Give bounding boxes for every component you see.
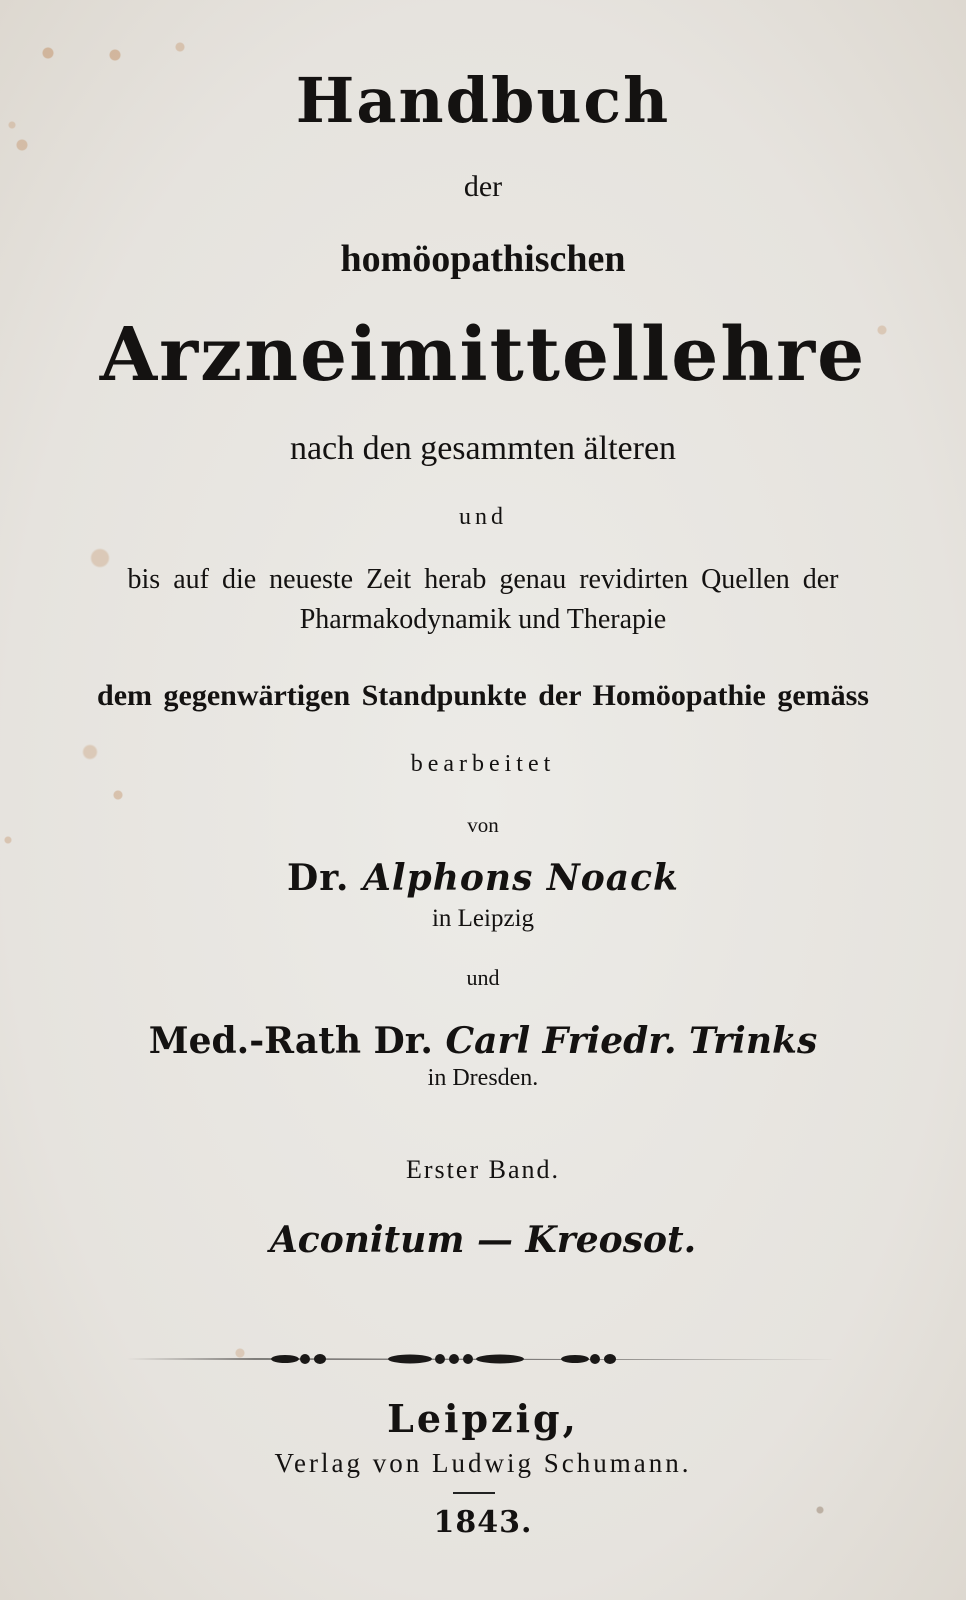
- ornamental-rule-icon: [110, 1352, 840, 1366]
- title-connector: der: [463, 170, 503, 203]
- author-2: [0, 1020, 966, 1062]
- imprint-year: 1843.: [433, 1505, 533, 1540]
- main-title: Arzneimittellehre: [99, 312, 867, 398]
- subtitle-line-4: dem gegenwärtigen Standpunkte der Homöopathie gemäss: [97, 679, 869, 712]
- imprint-publisher: Verlag von Ludwig Schumann.: [274, 1448, 692, 1478]
- edited-label: bearbeitet: [410, 751, 556, 777]
- book-title: Handbuch: [295, 64, 671, 137]
- author-2-prefix: Med.-Rath Dr.: [148, 1020, 433, 1062]
- author-1-prefix: Dr.: [286, 857, 350, 899]
- author-1: [0, 857, 966, 899]
- subtitle-line-3: Pharmakodynamik und Therapie: [299, 604, 667, 635]
- author-2-name: Carl Friedr. Trinks: [445, 1020, 818, 1062]
- volume-label: Erster Band.: [406, 1155, 560, 1184]
- subtitle-line-2: bis auf die neueste Zeit herab genau revidirten Quellen der: [127, 564, 839, 595]
- author-1-location: in Leipzig: [431, 905, 535, 932]
- subtitle-line-1: nach den gesammten älteren: [289, 430, 677, 467]
- author-2-location: in Dresden.: [427, 1065, 539, 1091]
- volume-range: Aconitum — Kreosot.: [269, 1219, 697, 1261]
- author-1-name: Alphons Noack: [362, 857, 679, 899]
- title-adjective: homöopathischen: [340, 238, 626, 280]
- imprint-city: Leipzig,: [387, 1396, 579, 1441]
- by-label: von: [467, 813, 499, 837]
- imprint-divider: [453, 1492, 495, 1494]
- authors-and: und: [466, 965, 500, 990]
- subtitle-and: und: [459, 504, 507, 530]
